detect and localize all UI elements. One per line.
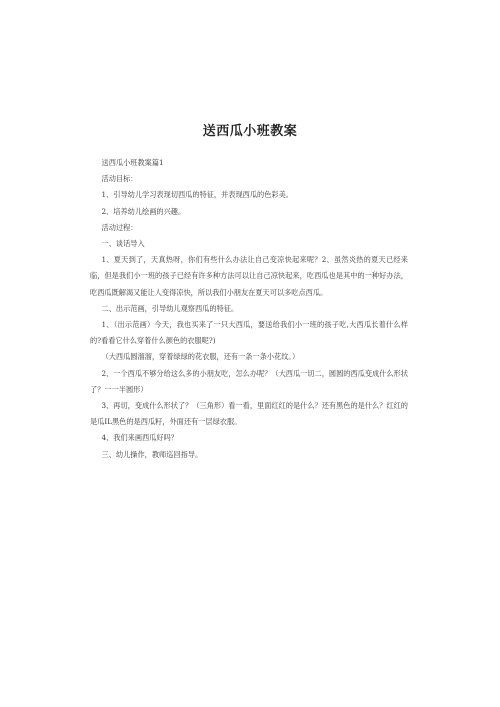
paragraph: 1、引导幼儿学习表现切西瓜的特征，并表现西瓜的色彩美。 [101, 190, 293, 200]
paragraph: 1、夏天到了，天真热呀，你们有些什么办法让自己变凉快起来呢？2、虽然炎热的夏天已经来临，但是我们小一班的孩子已经有许多种方法可以让自己凉快起来，吃西瓜也是其中的一种好办法，吃西瓜既解渴又能让人变得凉快，所以我们小朋友在夏天可以多吃点西瓜。 [90, 255, 408, 297]
paragraph: 一、谈话导入 [101, 239, 145, 249]
paragraph: （大西瓜圆溜溜，穿着绿绿的花衣服，还有一条一条小花纹。） [101, 352, 300, 362]
paragraph: 活动过程： [101, 222, 138, 232]
paragraph: 2、培养幼儿绘画的兴趣。 [101, 206, 186, 216]
paragraph: 3、再切，变成什么形状了？（三角形）看一看，里面红红的是什么？还有黑色的是什么？红红的是瓜IL黑色的是西瓜籽，外面还有一层绿衣服。 [90, 401, 408, 427]
paragraph: 4、我们来画西瓜好吗？ [101, 433, 178, 443]
paragraph: 2、一个西瓜不够分给这么多的小朋友吃，怎么办呢？（大西瓜一切二，圆圆的西瓜变成什么形状了？一一半圆形） [90, 368, 408, 394]
paragraph: 1、（出示范画）今天，我也买来了一只大西瓜，要送给我们小一班的孩子吃,大西瓜长着什么样的?看看它什么穿着什么颜色的衣服呢?) [90, 320, 408, 346]
paragraph: 三、幼儿操作，教师巡回指导。 [101, 449, 203, 459]
paragraph: 二、出示范画，引导幼儿观察西瓜的特征。 [101, 303, 239, 313]
document-body [90, 155, 408, 463]
paragraph: 活动目标： [101, 174, 138, 184]
section-heading: 送西瓜小班教案篇1 [101, 158, 164, 167]
document-title: 送西瓜小班教案 [202, 124, 298, 139]
